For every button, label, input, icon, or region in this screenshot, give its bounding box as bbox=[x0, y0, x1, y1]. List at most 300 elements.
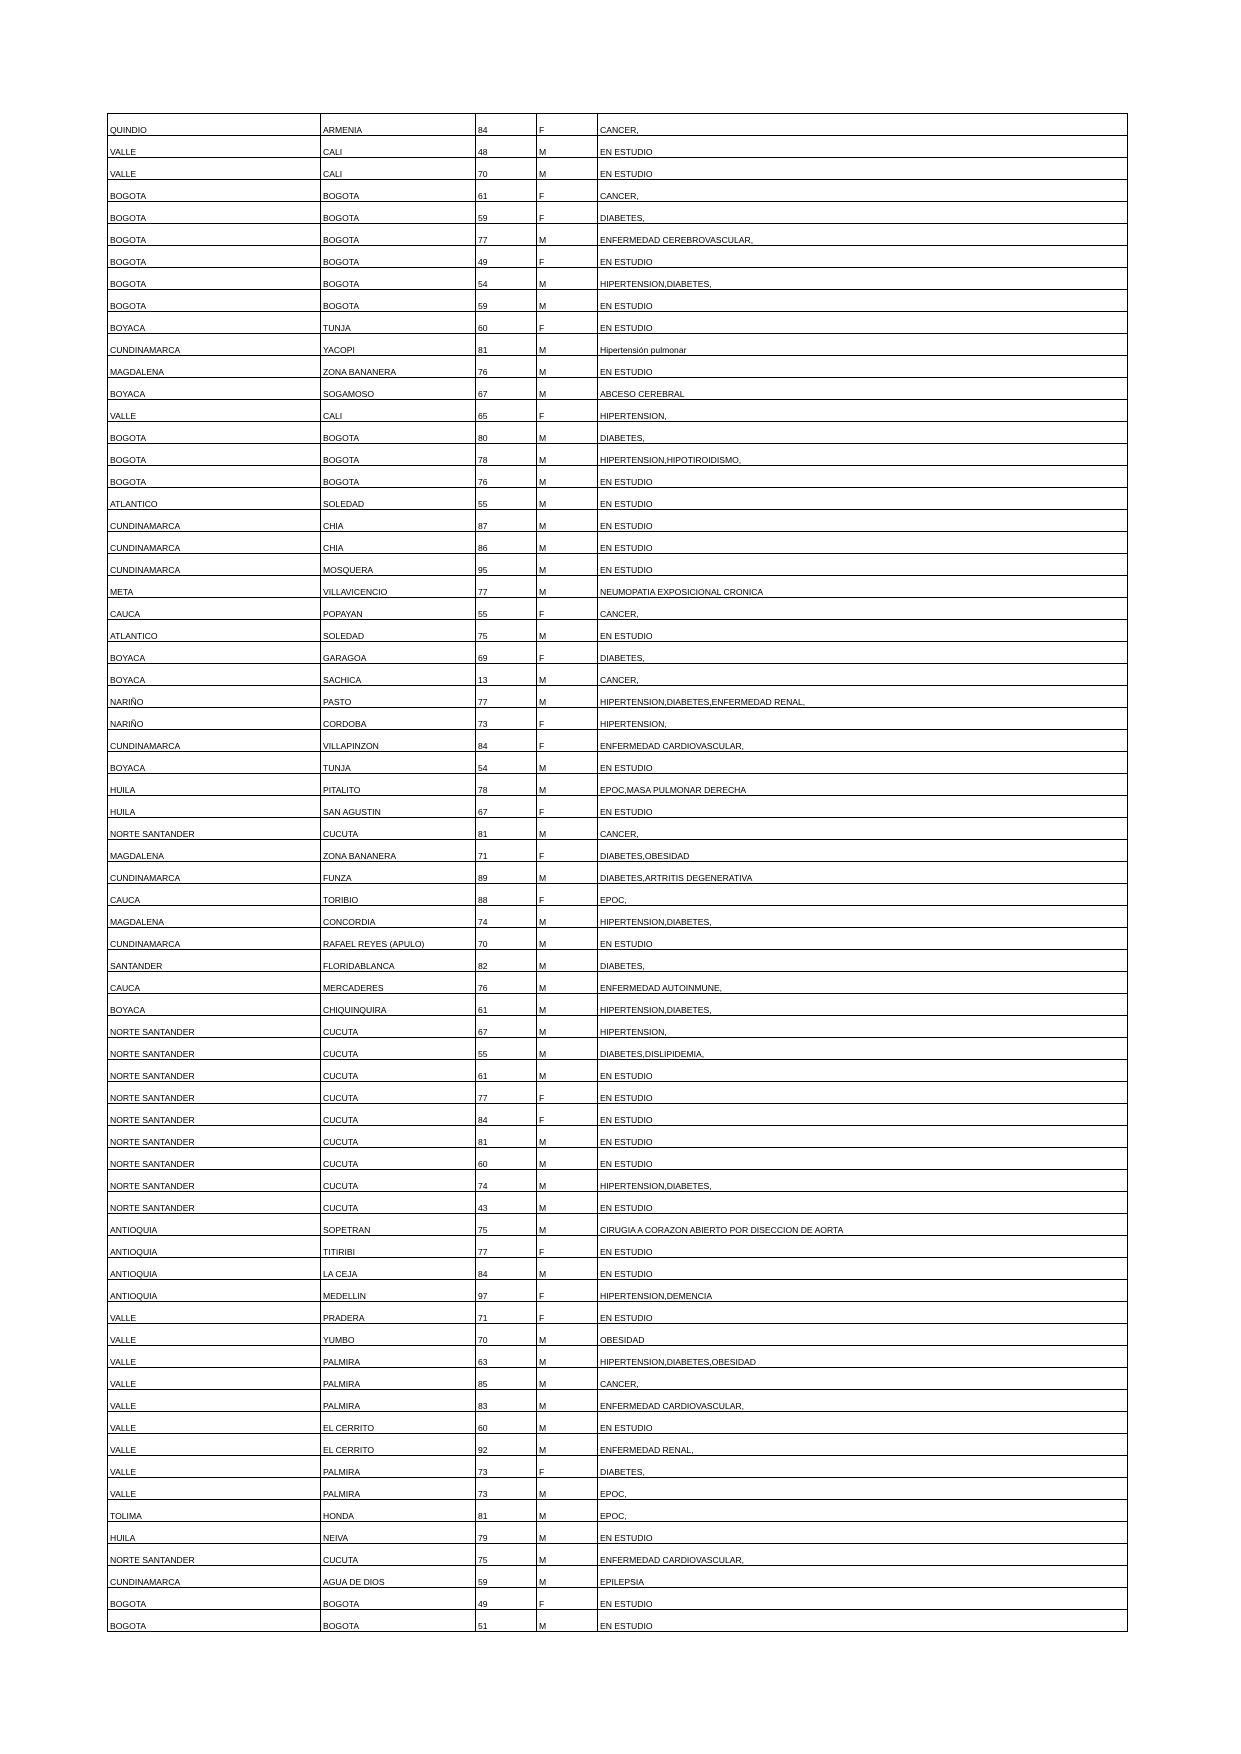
department-cell: BOGOTA bbox=[108, 444, 321, 466]
municipality-cell: CUCUTA bbox=[321, 1170, 476, 1192]
municipality-cell: SAN AGUSTIN bbox=[321, 796, 476, 818]
department-cell: BOGOTA bbox=[108, 466, 321, 488]
sex-cell: F bbox=[537, 884, 598, 906]
table-row bbox=[108, 1434, 1128, 1456]
age-cell: 65 bbox=[476, 400, 537, 422]
department-cell: BOYACA bbox=[108, 994, 321, 1016]
table-row bbox=[108, 576, 1128, 598]
department-cell: CAUCA bbox=[108, 598, 321, 620]
table-row bbox=[108, 356, 1128, 378]
table-row bbox=[108, 1522, 1128, 1544]
condition-cell: EN ESTUDIO bbox=[598, 532, 1128, 554]
table-row bbox=[108, 1368, 1128, 1390]
sex-cell: F bbox=[537, 1082, 598, 1104]
department-cell: NORTE SANTANDER bbox=[108, 1170, 321, 1192]
department-cell: ANTIOQUIA bbox=[108, 1236, 321, 1258]
condition-cell: EN ESTUDIO bbox=[598, 466, 1128, 488]
table-row bbox=[108, 378, 1128, 400]
department-cell: BOGOTA bbox=[108, 180, 321, 202]
condition-cell: HIPERTENSION,DIABETES, bbox=[598, 268, 1128, 290]
age-cell: 70 bbox=[476, 158, 537, 180]
table-row bbox=[108, 1280, 1128, 1302]
sex-cell: M bbox=[537, 1522, 598, 1544]
sex-cell: F bbox=[537, 1456, 598, 1478]
municipality-cell: CUCUTA bbox=[321, 1126, 476, 1148]
age-cell: 61 bbox=[476, 994, 537, 1016]
department-cell: VALLE bbox=[108, 1478, 321, 1500]
municipality-cell: PALMIRA bbox=[321, 1456, 476, 1478]
age-cell: 69 bbox=[476, 642, 537, 664]
sex-cell: M bbox=[537, 532, 598, 554]
department-cell: NORTE SANTANDER bbox=[108, 818, 321, 840]
municipality-cell: AGUA DE DIOS bbox=[321, 1566, 476, 1588]
condition-cell: ABCESO CEREBRAL bbox=[598, 378, 1128, 400]
municipality-cell: FUNZA bbox=[321, 862, 476, 884]
sex-cell: F bbox=[537, 840, 598, 862]
condition-cell: EN ESTUDIO bbox=[598, 312, 1128, 334]
department-cell: NARIÑO bbox=[108, 708, 321, 730]
age-cell: 59 bbox=[476, 202, 537, 224]
sex-cell: M bbox=[537, 1500, 598, 1522]
municipality-cell: EL CERRITO bbox=[321, 1434, 476, 1456]
condition-cell: EN ESTUDIO bbox=[598, 1104, 1128, 1126]
municipality-cell: CUCUTA bbox=[321, 1016, 476, 1038]
municipality-cell: YACOPI bbox=[321, 334, 476, 356]
condition-cell: HIPERTENSION,DIABETES, bbox=[598, 1170, 1128, 1192]
condition-cell: DIABETES, bbox=[598, 422, 1128, 444]
age-cell: 78 bbox=[476, 444, 537, 466]
sex-cell: M bbox=[537, 576, 598, 598]
condition-cell: ENFERMEDAD CARDIOVASCULAR, bbox=[598, 730, 1128, 752]
condition-cell: DIABETES, bbox=[598, 642, 1128, 664]
municipality-cell: CUCUTA bbox=[321, 1544, 476, 1566]
age-cell: 67 bbox=[476, 1016, 537, 1038]
municipality-cell: SACHICA bbox=[321, 664, 476, 686]
department-cell: CUNDINAMARCA bbox=[108, 862, 321, 884]
table-row bbox=[108, 422, 1128, 444]
condition-cell: EN ESTUDIO bbox=[598, 290, 1128, 312]
municipality-cell: VILLAVICENCIO bbox=[321, 576, 476, 598]
condition-cell: EN ESTUDIO bbox=[598, 1522, 1128, 1544]
age-cell: 75 bbox=[476, 1214, 537, 1236]
sex-cell: M bbox=[537, 1038, 598, 1060]
table-row bbox=[108, 884, 1128, 906]
age-cell: 55 bbox=[476, 488, 537, 510]
age-cell: 81 bbox=[476, 818, 537, 840]
department-cell: NORTE SANTANDER bbox=[108, 1544, 321, 1566]
age-cell: 76 bbox=[476, 466, 537, 488]
age-cell: 54 bbox=[476, 268, 537, 290]
condition-cell: DIABETES,DISLIPIDEMIA, bbox=[598, 1038, 1128, 1060]
table-row bbox=[108, 796, 1128, 818]
table-row bbox=[108, 202, 1128, 224]
sex-cell: M bbox=[537, 224, 598, 246]
municipality-cell: PALMIRA bbox=[321, 1478, 476, 1500]
age-cell: 81 bbox=[476, 1126, 537, 1148]
municipality-cell: BOGOTA bbox=[321, 246, 476, 268]
department-cell: MAGDALENA bbox=[108, 906, 321, 928]
department-cell: BOGOTA bbox=[108, 290, 321, 312]
municipality-cell: BOGOTA bbox=[321, 444, 476, 466]
condition-cell: CANCER, bbox=[598, 598, 1128, 620]
department-cell: MAGDALENA bbox=[108, 356, 321, 378]
municipality-cell: PALMIRA bbox=[321, 1390, 476, 1412]
table-row bbox=[108, 136, 1128, 158]
age-cell: 89 bbox=[476, 862, 537, 884]
department-cell: BOGOTA bbox=[108, 246, 321, 268]
age-cell: 61 bbox=[476, 1060, 537, 1082]
municipality-cell: CUCUTA bbox=[321, 1082, 476, 1104]
table-row bbox=[108, 1346, 1128, 1368]
municipality-cell: SOLEDAD bbox=[321, 488, 476, 510]
municipality-cell: EL CERRITO bbox=[321, 1412, 476, 1434]
municipality-cell: SOPETRAN bbox=[321, 1214, 476, 1236]
department-cell: TOLIMA bbox=[108, 1500, 321, 1522]
municipality-cell: TORIBIO bbox=[321, 884, 476, 906]
department-cell: NORTE SANTANDER bbox=[108, 1060, 321, 1082]
table-row bbox=[108, 1566, 1128, 1588]
municipality-cell: BOGOTA bbox=[321, 180, 476, 202]
table-row bbox=[108, 180, 1128, 202]
department-cell: VALLE bbox=[108, 1412, 321, 1434]
age-cell: 77 bbox=[476, 1082, 537, 1104]
municipality-cell: MOSQUERA bbox=[321, 554, 476, 576]
sex-cell: M bbox=[537, 510, 598, 532]
department-cell: MAGDALENA bbox=[108, 840, 321, 862]
condition-cell: EN ESTUDIO bbox=[598, 1148, 1128, 1170]
age-cell: 74 bbox=[476, 1170, 537, 1192]
sex-cell: M bbox=[537, 136, 598, 158]
age-cell: 86 bbox=[476, 532, 537, 554]
municipality-cell: ARMENIA bbox=[321, 114, 476, 136]
sex-cell: M bbox=[537, 906, 598, 928]
condition-cell: DIABETES, bbox=[598, 950, 1128, 972]
department-cell: BOGOTA bbox=[108, 1610, 321, 1632]
age-cell: 77 bbox=[476, 686, 537, 708]
department-cell: VALLE bbox=[108, 1324, 321, 1346]
sex-cell: M bbox=[537, 774, 598, 796]
condition-cell: HIPERTENSION,HIPOTIROIDISMO, bbox=[598, 444, 1128, 466]
table-row bbox=[108, 1192, 1128, 1214]
age-cell: 77 bbox=[476, 1236, 537, 1258]
data-sheet bbox=[107, 113, 1127, 1632]
sex-cell: M bbox=[537, 488, 598, 510]
municipality-cell: LA CEJA bbox=[321, 1258, 476, 1280]
sex-cell: M bbox=[537, 1434, 598, 1456]
sex-cell: M bbox=[537, 1610, 598, 1632]
department-cell: CUNDINAMARCA bbox=[108, 334, 321, 356]
municipality-cell: TUNJA bbox=[321, 752, 476, 774]
table-row bbox=[108, 708, 1128, 730]
age-cell: 81 bbox=[476, 334, 537, 356]
table-row bbox=[108, 1214, 1128, 1236]
age-cell: 84 bbox=[476, 730, 537, 752]
municipality-cell: CUCUTA bbox=[321, 1038, 476, 1060]
department-cell: NORTE SANTANDER bbox=[108, 1016, 321, 1038]
table-row bbox=[108, 1082, 1128, 1104]
municipality-cell: BOGOTA bbox=[321, 1610, 476, 1632]
municipality-cell: CUCUTA bbox=[321, 1148, 476, 1170]
department-cell: CUNDINAMARCA bbox=[108, 928, 321, 950]
sex-cell: M bbox=[537, 818, 598, 840]
sex-cell: M bbox=[537, 950, 598, 972]
municipality-cell: BOGOTA bbox=[321, 422, 476, 444]
table-row bbox=[108, 1390, 1128, 1412]
municipality-cell: CUCUTA bbox=[321, 1060, 476, 1082]
table-row bbox=[108, 466, 1128, 488]
department-cell: HUILA bbox=[108, 1522, 321, 1544]
table-row bbox=[108, 334, 1128, 356]
sex-cell: M bbox=[537, 422, 598, 444]
age-cell: 81 bbox=[476, 1500, 537, 1522]
municipality-cell: ZONA BANANERA bbox=[321, 356, 476, 378]
department-cell: BOYACA bbox=[108, 752, 321, 774]
department-cell: NORTE SANTANDER bbox=[108, 1148, 321, 1170]
table-row bbox=[108, 1236, 1128, 1258]
sex-cell: M bbox=[537, 444, 598, 466]
age-cell: 43 bbox=[476, 1192, 537, 1214]
table-row bbox=[108, 642, 1128, 664]
sex-cell: M bbox=[537, 1544, 598, 1566]
sex-cell: M bbox=[537, 1390, 598, 1412]
age-cell: 82 bbox=[476, 950, 537, 972]
condition-cell: EPOC, bbox=[598, 1478, 1128, 1500]
municipality-cell: BOGOTA bbox=[321, 290, 476, 312]
condition-cell: EN ESTUDIO bbox=[598, 1302, 1128, 1324]
sex-cell: F bbox=[537, 708, 598, 730]
age-cell: 75 bbox=[476, 620, 537, 642]
condition-cell: ENFERMEDAD CARDIOVASCULAR, bbox=[598, 1390, 1128, 1412]
table-row bbox=[108, 730, 1128, 752]
condition-cell: EN ESTUDIO bbox=[598, 158, 1128, 180]
table-row bbox=[108, 114, 1128, 136]
department-cell: NORTE SANTANDER bbox=[108, 1104, 321, 1126]
condition-cell: EN ESTUDIO bbox=[598, 1258, 1128, 1280]
municipality-cell: PASTO bbox=[321, 686, 476, 708]
sex-cell: M bbox=[537, 1170, 598, 1192]
condition-cell: HIPERTENSION,DIABETES,ENFERMEDAD RENAL, bbox=[598, 686, 1128, 708]
condition-cell: HIPERTENSION, bbox=[598, 708, 1128, 730]
municipality-cell: POPAYAN bbox=[321, 598, 476, 620]
sex-cell: M bbox=[537, 1368, 598, 1390]
age-cell: 77 bbox=[476, 576, 537, 598]
table-row bbox=[108, 1478, 1128, 1500]
sex-cell: M bbox=[537, 356, 598, 378]
municipality-cell: ZONA BANANERA bbox=[321, 840, 476, 862]
table-row bbox=[108, 268, 1128, 290]
table-row bbox=[108, 510, 1128, 532]
table-row bbox=[108, 246, 1128, 268]
table-row bbox=[108, 1060, 1128, 1082]
department-cell: VALLE bbox=[108, 136, 321, 158]
cases-table bbox=[107, 113, 1128, 1632]
municipality-cell: CALI bbox=[321, 400, 476, 422]
sex-cell: M bbox=[537, 994, 598, 1016]
table-row bbox=[108, 862, 1128, 884]
condition-cell: CIRUGIA A CORAZON ABIERTO POR DISECCION DE AORTA bbox=[598, 1214, 1128, 1236]
table-row bbox=[108, 950, 1128, 972]
age-cell: 77 bbox=[476, 224, 537, 246]
sex-cell: M bbox=[537, 1214, 598, 1236]
municipality-cell: CONCORDIA bbox=[321, 906, 476, 928]
municipality-cell: CHIA bbox=[321, 532, 476, 554]
municipality-cell: BOGOTA bbox=[321, 224, 476, 246]
department-cell: BOGOTA bbox=[108, 268, 321, 290]
condition-cell: EN ESTUDIO bbox=[598, 488, 1128, 510]
age-cell: 61 bbox=[476, 180, 537, 202]
condition-cell: HIPERTENSION,DIABETES,OBESIDAD bbox=[598, 1346, 1128, 1368]
sex-cell: M bbox=[537, 620, 598, 642]
department-cell: VALLE bbox=[108, 1302, 321, 1324]
table-row bbox=[108, 290, 1128, 312]
municipality-cell: PITALITO bbox=[321, 774, 476, 796]
table-row bbox=[108, 1456, 1128, 1478]
condition-cell: CANCER, bbox=[598, 818, 1128, 840]
table-row bbox=[108, 686, 1128, 708]
age-cell: 84 bbox=[476, 1258, 537, 1280]
municipality-cell: RAFAEL REYES (APULO) bbox=[321, 928, 476, 950]
condition-cell: EN ESTUDIO bbox=[598, 136, 1128, 158]
table-row bbox=[108, 1412, 1128, 1434]
condition-cell: EN ESTUDIO bbox=[598, 1236, 1128, 1258]
condition-cell: EPOC, bbox=[598, 1500, 1128, 1522]
table-row bbox=[108, 554, 1128, 576]
department-cell: BOYACA bbox=[108, 312, 321, 334]
age-cell: 75 bbox=[476, 1544, 537, 1566]
sex-cell: M bbox=[537, 752, 598, 774]
sex-cell: F bbox=[537, 1280, 598, 1302]
age-cell: 87 bbox=[476, 510, 537, 532]
age-cell: 88 bbox=[476, 884, 537, 906]
age-cell: 70 bbox=[476, 1324, 537, 1346]
sex-cell: M bbox=[537, 1148, 598, 1170]
sex-cell: F bbox=[537, 246, 598, 268]
department-cell: VALLE bbox=[108, 158, 321, 180]
municipality-cell: TUNJA bbox=[321, 312, 476, 334]
age-cell: 73 bbox=[476, 1456, 537, 1478]
municipality-cell: NEIVA bbox=[321, 1522, 476, 1544]
condition-cell: HIPERTENSION,DIABETES, bbox=[598, 906, 1128, 928]
sex-cell: F bbox=[537, 400, 598, 422]
sex-cell: M bbox=[537, 1566, 598, 1588]
municipality-cell: CORDOBA bbox=[321, 708, 476, 730]
condition-cell: EPILEPSIA bbox=[598, 1566, 1128, 1588]
department-cell: VALLE bbox=[108, 1456, 321, 1478]
sex-cell: M bbox=[537, 1346, 598, 1368]
department-cell: QUINDIO bbox=[108, 114, 321, 136]
sex-cell: M bbox=[537, 928, 598, 950]
condition-cell: CANCER, bbox=[598, 114, 1128, 136]
condition-cell: EN ESTUDIO bbox=[598, 1126, 1128, 1148]
age-cell: 59 bbox=[476, 290, 537, 312]
sex-cell: M bbox=[537, 1478, 598, 1500]
condition-cell: EN ESTUDIO bbox=[598, 620, 1128, 642]
municipality-cell: FLORIDABLANCA bbox=[321, 950, 476, 972]
municipality-cell: HONDA bbox=[321, 1500, 476, 1522]
table-row bbox=[108, 1258, 1128, 1280]
department-cell: BOGOTA bbox=[108, 422, 321, 444]
table-row bbox=[108, 752, 1128, 774]
sex-cell: F bbox=[537, 180, 598, 202]
table-row bbox=[108, 840, 1128, 862]
sex-cell: M bbox=[537, 290, 598, 312]
department-cell: CUNDINAMARCA bbox=[108, 1566, 321, 1588]
table-row bbox=[108, 1500, 1128, 1522]
age-cell: 55 bbox=[476, 598, 537, 620]
age-cell: 48 bbox=[476, 136, 537, 158]
sex-cell: F bbox=[537, 1236, 598, 1258]
condition-cell: EPOC, bbox=[598, 884, 1128, 906]
table-row bbox=[108, 972, 1128, 994]
table-row bbox=[108, 774, 1128, 796]
age-cell: 76 bbox=[476, 972, 537, 994]
department-cell: BOGOTA bbox=[108, 1588, 321, 1610]
sex-cell: M bbox=[537, 378, 598, 400]
condition-cell: EN ESTUDIO bbox=[598, 928, 1128, 950]
age-cell: 63 bbox=[476, 1346, 537, 1368]
department-cell: CAUCA bbox=[108, 884, 321, 906]
table-row bbox=[108, 1170, 1128, 1192]
department-cell: BOGOTA bbox=[108, 202, 321, 224]
municipality-cell: CHIA bbox=[321, 510, 476, 532]
table-row bbox=[108, 994, 1128, 1016]
age-cell: 78 bbox=[476, 774, 537, 796]
table-row bbox=[108, 488, 1128, 510]
condition-cell: Hipertensión pulmonar bbox=[598, 334, 1128, 356]
municipality-cell: MERCADERES bbox=[321, 972, 476, 994]
department-cell: NORTE SANTANDER bbox=[108, 1038, 321, 1060]
condition-cell: EN ESTUDIO bbox=[598, 796, 1128, 818]
sex-cell: F bbox=[537, 796, 598, 818]
sex-cell: M bbox=[537, 1060, 598, 1082]
table-row bbox=[108, 224, 1128, 246]
age-cell: 92 bbox=[476, 1434, 537, 1456]
condition-cell: EN ESTUDIO bbox=[598, 356, 1128, 378]
sex-cell: M bbox=[537, 664, 598, 686]
age-cell: 80 bbox=[476, 422, 537, 444]
municipality-cell: CUCUTA bbox=[321, 1192, 476, 1214]
department-cell: CAUCA bbox=[108, 972, 321, 994]
table-row bbox=[108, 158, 1128, 180]
sex-cell: F bbox=[537, 114, 598, 136]
age-cell: 67 bbox=[476, 378, 537, 400]
department-cell: ANTIOQUIA bbox=[108, 1214, 321, 1236]
condition-cell: EN ESTUDIO bbox=[598, 1588, 1128, 1610]
department-cell: NORTE SANTANDER bbox=[108, 1126, 321, 1148]
department-cell: HUILA bbox=[108, 796, 321, 818]
department-cell: CUNDINAMARCA bbox=[108, 510, 321, 532]
age-cell: 84 bbox=[476, 1104, 537, 1126]
age-cell: 70 bbox=[476, 928, 537, 950]
table-row bbox=[108, 1610, 1128, 1632]
municipality-cell: PALMIRA bbox=[321, 1368, 476, 1390]
table-row bbox=[108, 906, 1128, 928]
municipality-cell: TITIRIBI bbox=[321, 1236, 476, 1258]
table-row bbox=[108, 1016, 1128, 1038]
sex-cell: M bbox=[537, 1258, 598, 1280]
age-cell: 55 bbox=[476, 1038, 537, 1060]
sex-cell: M bbox=[537, 1192, 598, 1214]
table-row bbox=[108, 1302, 1128, 1324]
municipality-cell: YUMBO bbox=[321, 1324, 476, 1346]
condition-cell: HIPERTENSION, bbox=[598, 1016, 1128, 1038]
table-row bbox=[108, 1588, 1128, 1610]
sex-cell: M bbox=[537, 1126, 598, 1148]
municipality-cell: VILLAPINZON bbox=[321, 730, 476, 752]
table-row bbox=[108, 598, 1128, 620]
sex-cell: M bbox=[537, 1324, 598, 1346]
sex-cell: M bbox=[537, 268, 598, 290]
